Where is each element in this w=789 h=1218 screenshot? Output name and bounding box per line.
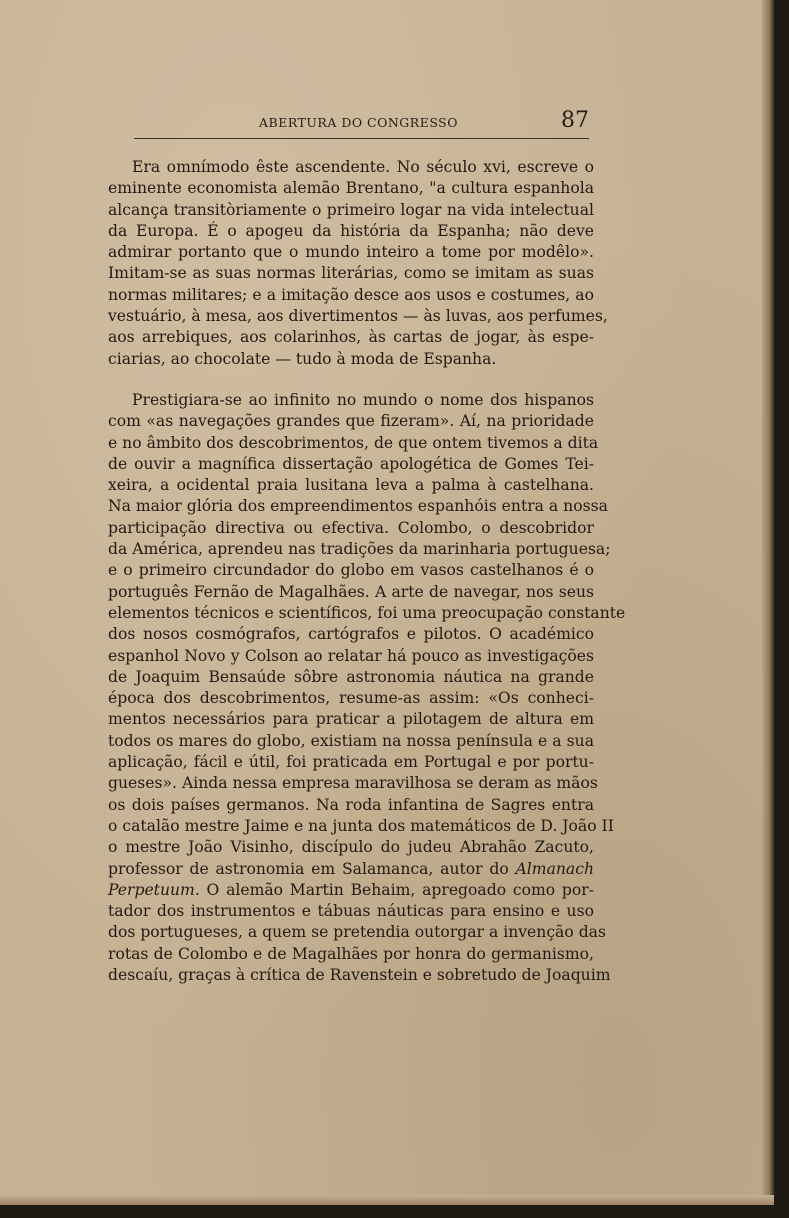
text-line: gueses». Ainda nessa empresa maravilhosa se deram as mãos (108, 774, 598, 793)
text-line: admirar portanto que o mundo inteiro a tome por modêlo». (108, 243, 594, 262)
text-line-with-title (108, 859, 594, 880)
text-line: elementos técnicos e scientíficos, foi uma preocupação constante (108, 603, 626, 622)
text-line: ciarias, ao chocolate — tudo à moda de Espanha. (108, 349, 497, 368)
text-line: o catalão mestre Jaime e na junta dos matemáticos de D. João II (108, 816, 614, 835)
text-line-with-title (108, 880, 594, 901)
running-title: ABERTURA DO CONGRESSO (259, 115, 458, 130)
italic-title: Perpetuum. (108, 880, 200, 899)
text-line: tador dos instrumentos e tábuas náuticas para ensino e uso (108, 902, 594, 921)
text-line: espanhol Novo y Colson ao relatar há pouco as investigações (108, 646, 594, 665)
text-line: Imitam-se as suas normas literárias, como se imitam as suas (108, 264, 594, 283)
text-line: dos portugueses, a quem se pretendia outorgar a invenção das (108, 923, 606, 942)
text-line: o mestre João Visinho, discípulo do judeu Abrahão Zacuto, (108, 838, 594, 857)
text-fragment: professor de astronomia em Salamanca, autor do (108, 859, 516, 878)
page-edge (762, 0, 774, 1205)
text-line: Prestigiara-se ao infinito no mundo o nome dos hispanos (132, 390, 594, 409)
text-line: com «as navegações grandes que fizeram». Aí, na prioridade (108, 412, 594, 431)
page-bottom-edge (0, 1195, 774, 1205)
text-line: xeira, a ocidental praia lusitana leva a palma à castelhana. (108, 476, 594, 495)
text-line: descaíu, graças à crítica de Ravenstein e sobretudo de Joaquim (108, 965, 611, 984)
text-line: alcança transitòriamente o primeiro logar na vida intelectual (108, 200, 594, 219)
text-line: português Fernão de Magalhães. A arte de navegar, nos seus (108, 582, 594, 601)
text-line: todos os mares do globo, existiam na nossa península e a sua (108, 731, 594, 750)
paragraph-1 (108, 157, 608, 370)
text-fragment: O alemão Martin Behaim, apregoado como por- (199, 880, 594, 899)
text-line: Era omnímodo êste ascendente. No século xvi, escreve o (132, 158, 594, 176)
text-line: eminente economista alemão Brentano, "a cultura espanhola (108, 179, 594, 198)
text-line: vestuário, à mesa, aos divertimentos — às luvas, aos perfumes, (108, 307, 608, 326)
text-line: normas militares; e a imitação desce aos usos e costumes, ao (108, 285, 594, 304)
text-line: da Europa. É o apogeu da história da Espanha; não deve (108, 221, 594, 240)
text-line: mentos necessários para praticar a pilotagem de altura em (108, 710, 594, 729)
text-line: rotas de Colombo e de Magalhães por honra do germanismo, (108, 944, 594, 963)
paragraph-2 (108, 390, 626, 986)
running-head (134, 108, 589, 139)
text-line: época dos descobrimentos, resume-as assim: «Os conheci- (108, 689, 594, 708)
text-line: aplicação, fácil e útil, foi praticada em Portugal e por portu- (108, 753, 594, 772)
text-line: da América, aprendeu nas tradições da marinharia portuguesa; (108, 540, 611, 559)
text-line: participação directiva ou efectiva. Colombo, o descobridor (108, 518, 594, 537)
text-line: de ouvir a magnífica dissertação apologética de Gomes Tei- (108, 454, 594, 473)
page-number: 87 (561, 108, 589, 133)
text-line: aos arrebiques, aos colarinhos, às cartas de jogar, às espe- (108, 328, 594, 347)
text-line: e no âmbito dos descobrimentos, de que ontem tivemos a dita (108, 433, 599, 452)
body-text (108, 157, 626, 986)
italic-title: Almanach (515, 859, 594, 878)
text-line: Na maior glória dos empreendimentos espanhóis entra a nossa (108, 497, 608, 516)
text-line: de Joaquim Bensaúde sôbre astronomia náutica na grande (108, 667, 594, 686)
text-line: dos nosos cosmógrafos, cartógrafos e pilotos. O académico (108, 625, 594, 644)
text-line: e o primeiro circundador do globo em vasos castelhanos é o (108, 561, 594, 580)
text-line: os dois países germanos. Na roda infantina de Sagres entra (108, 795, 594, 814)
